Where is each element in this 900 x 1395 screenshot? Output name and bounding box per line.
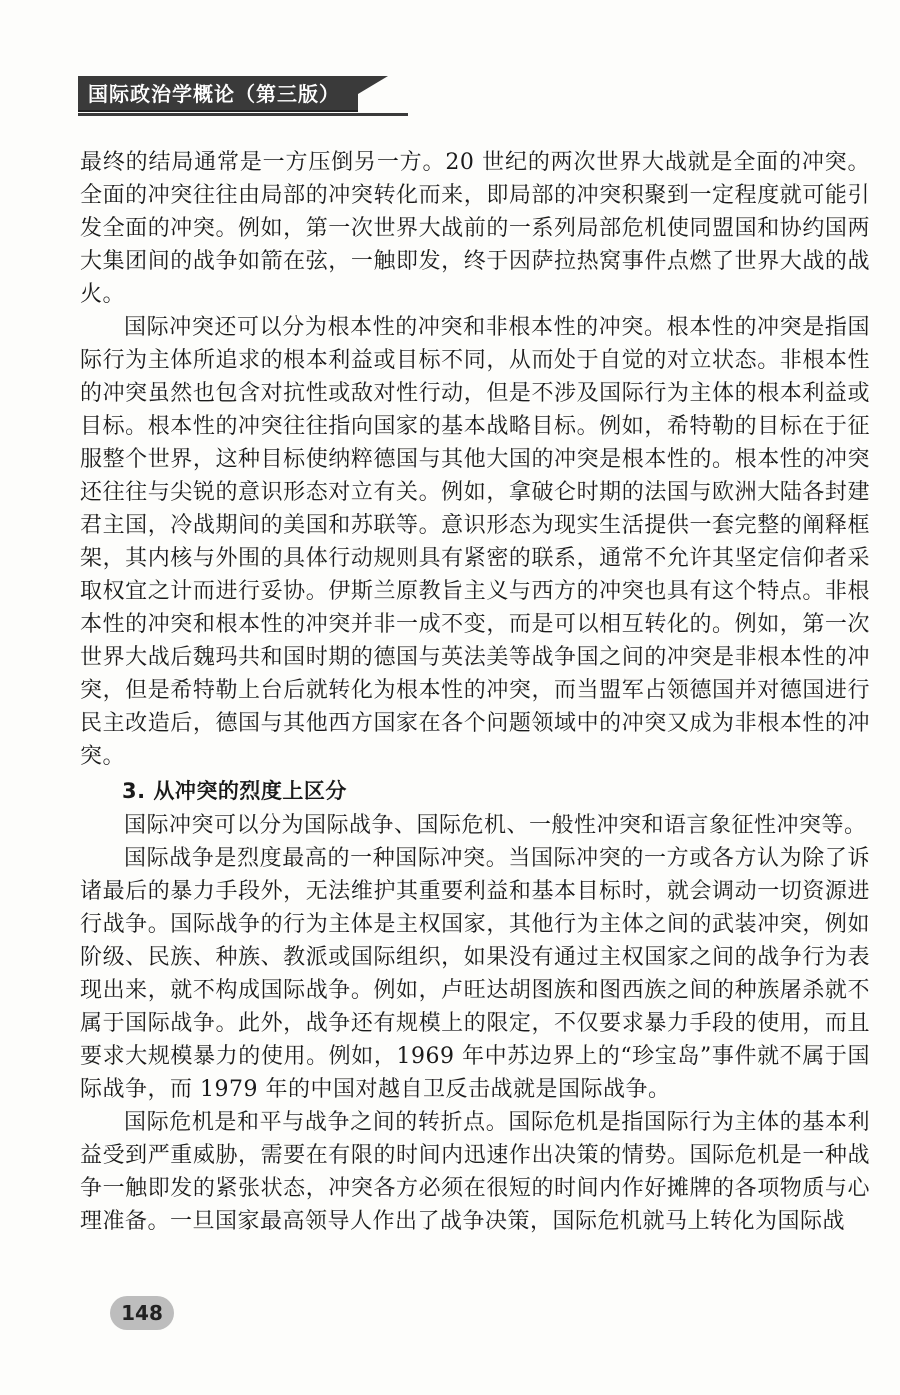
book-title: 国际政治学概论（第三版） <box>78 76 358 112</box>
paragraph-1: 最终的结局通常是一方压倒另一方。20 世纪的两次世界大战就是全面的冲突。全面的冲突往往由局部的冲突转化而来，即局部的冲突积聚到一定程度就可能引发全面的冲突。例如，第一次世界大战前的一系列局部危机使同盟国和协约国两大集团间的战争如箭在弦，一触即发，终于因萨拉热窝事件点燃了世界大战的战火。 <box>80 150 870 307</box>
page-body <box>80 146 870 1238</box>
paragraph-5: 国际危机是和平与战争之间的转折点。国际危机是指国际行为主体的基本利益受到严重威胁，需要在有限的时间内迅速作出决策的情势。国际危机是一种战争一触即发的紧张状态，冲突各方必须在很短的时间内作好摊牌的各项物质与心理准备。一旦国家最高领导人作出了战争决策，国际危机就马上转化为国际战 <box>80 1110 870 1234</box>
section-heading: 3. 从冲突的烈度上区分 <box>122 779 347 803</box>
paragraph-2: 国际冲突还可以分为根本性的冲突和非根本性的冲突。根本性的冲突是指国际行为主体所追求的根本利益或目标不同，从而处于自觉的对立状态。非根本性的冲突虽然也包含对抗性或敌对性行动，但是不涉及国际行为主体的根本利益或目标。根本性的冲突往往指向国家的基本战略目标。例如，希特勒的目标在于征服整个世界，这种目标使纳粹德国与其他大国的冲突是根本性的。根本性的冲突还往往与尖锐的意识形态对立有关。例如，拿破仑时期的法国与欧洲大陆各封建君主国，冷战期间的美国和苏联等。意识形态为现实生活提供一套完整的阐释框架，其内核与外围的具体行动规则具有紧密的联系，通常不允许其坚定信仰者采取权宜之计而进行妥协。伊斯兰原教旨主义与西方的冲突也具有这个特点。非根本性的冲突和根本性的冲突并非一成不变，而是可以相互转化的。例如，第一次世界大战后魏玛共和国时期的德国与英法美等战争国之间的冲突是非根本性的冲突，但是希特勒上台后就转化为根本性的冲突，而当盟军占领德国并对德国进行民主改造后，德国与其他西方国家在各个问题领域中的冲突又成为非根本性的冲突。 <box>80 315 870 769</box>
header-rule <box>78 113 408 116</box>
header-tab-decoration <box>358 76 388 112</box>
paragraph-4: 国际战争是烈度最高的一种国际冲突。当国际冲突的一方或各方认为除了诉诸最后的暴力手段外，无法维护其重要利益和基本目标时，就会调动一切资源进行战争。国际战争的行为主体是主权国家，其他行为主体之间的武装冲突，例如阶级、民族、种族、教派或国际组织，如果没有通过主权国家之间的战争行为表现出来，就不构成国际战争。例如，卢旺达胡图族和图西族之间的种族屠杀就不属于国际战争。此外，战争还有规模上的限定，不仅要求暴力手段的使用，而且要求大规模暴力的使用。例如，1969 年中苏边界上的“珍宝岛”事件就不属于国际战争，而 1979 年的中国对越自卫反击战就是国际战争。 <box>80 846 870 1102</box>
page-number: 148 <box>110 1296 174 1330</box>
paragraph-3: 国际冲突可以分为国际战争、国际危机、一般性冲突和语言象征性冲突等。 <box>124 813 867 838</box>
running-header <box>78 66 408 116</box>
